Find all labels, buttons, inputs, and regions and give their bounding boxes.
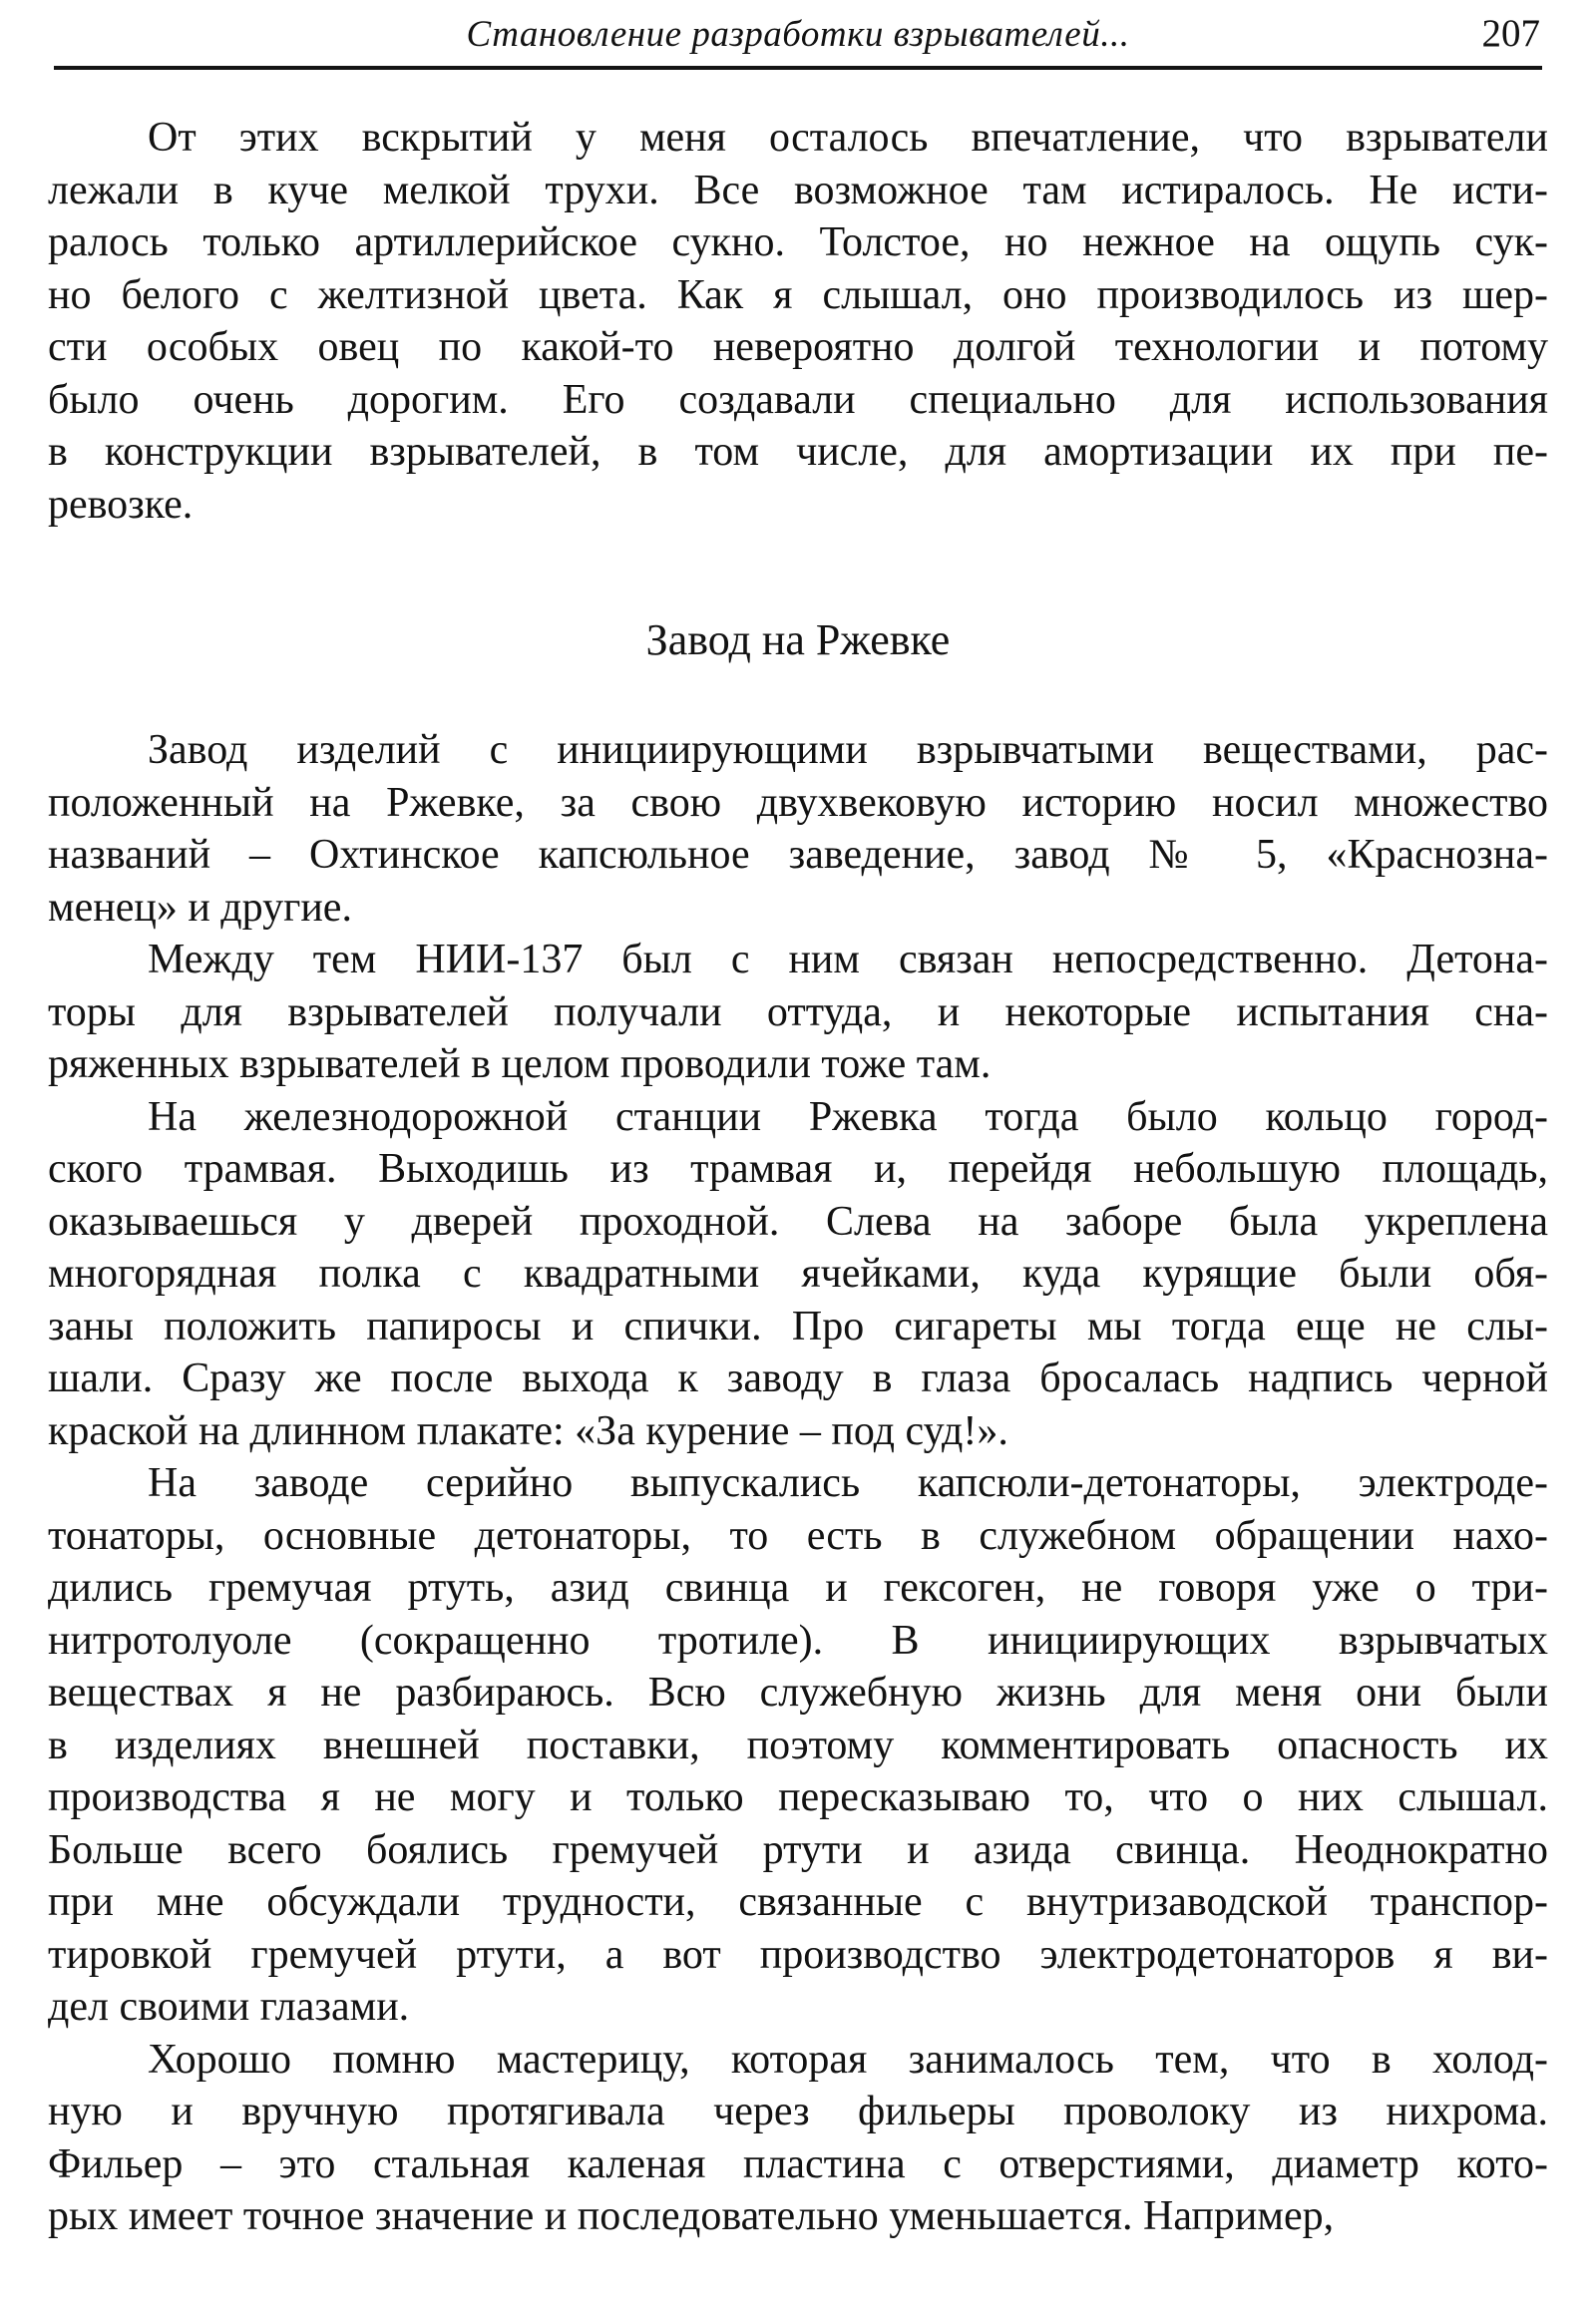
- text-line: шали. Сразу же после выхода к заводу в глаза бросалась надпись черной: [48, 1355, 1548, 1401]
- text-line: ряженных взрывателей в целом проводили тоже там.: [48, 1041, 992, 1087]
- text-line: положенный на Ржевке, за свою двухвековую историю носил множество: [48, 779, 1548, 826]
- text-line: дел своими глазами.: [48, 1984, 410, 2030]
- section-heading: Завод на Ржевке: [645, 615, 951, 664]
- text-line: ную и вручную протягивала через фильеры проволоку из нихрома.: [48, 2089, 1548, 2134]
- text-line: Хорошо помню мастерицу, которая занималось тем, что в холод-: [148, 2036, 1548, 2083]
- page-body: [48, 112, 1548, 2243]
- paragraph: [48, 2034, 1548, 2243]
- text-line: сти особых овец по какой-то невероятно долгой технологии и потому: [48, 324, 1548, 370]
- text-line: веществах я не разбираюсь. Всю служебную жизнь для меня они были: [48, 1670, 1548, 1716]
- page-number: 207: [1481, 12, 1540, 55]
- text-line: Между тем НИИ-137 был с ним связан непосредственно. Детона-: [148, 937, 1548, 982]
- text-line: но белого с желтизной цвета. Как я слышал, оно производилось из шер-: [48, 271, 1548, 318]
- text-line: в изделиях внешней поставки, поэтому комментировать опасность их: [48, 1722, 1548, 1768]
- paragraph: [48, 724, 1548, 934]
- text-line: Больше всего боялись гремучей ртути и азида свинца. Неоднократно: [48, 1826, 1548, 1873]
- text-line: рых имеет точное значение и последовательно уменьшается. Например,: [48, 2193, 1335, 2239]
- text-line: при мне обсуждали трудности, связанные с внутризаводской транспор-: [48, 1879, 1548, 1925]
- text-line: На заводе серийно выпускались капсюли-детонаторы, электроде-: [148, 1460, 1548, 1506]
- text-line: было очень дорогим. Его создавали специально для использования: [48, 376, 1548, 423]
- text-line: оказываешься у дверей проходной. Слева на заборе была укреплена: [48, 1198, 1548, 1245]
- text-line: тировкой гремучей ртути, а вот производство электродетонаторов я ви-: [48, 1931, 1548, 1978]
- text-line: краской на длинном плакате: «За курение – под суд!».: [48, 1407, 1008, 1454]
- text-line: дились гремучая ртуть, азид свинца и гексоген, не говоря уже о три-: [48, 1565, 1548, 1611]
- text-line: От этих вскрытий у меня осталось впечатление, что взрыватели: [148, 115, 1548, 161]
- text-line: производства я не могу и только пересказываю то, что о них слышал.: [48, 1774, 1548, 1820]
- text-line: ского трамвая. Выходишь из трамвая и, перейдя небольшую площадь,: [48, 1146, 1548, 1192]
- paragraph: [48, 1091, 1548, 1458]
- text-line: лежали в куче мелкой трухи. Все возможное там истиралось. Не исти-: [48, 167, 1548, 213]
- text-line: ралось только артиллерийское сукно. Толстое, но нежное на ощупь сук-: [48, 219, 1548, 265]
- text-line: торы для взрывателей получали оттуда, и некоторые испытания сна-: [48, 988, 1548, 1035]
- text-line: ревозке.: [48, 481, 194, 528]
- running-head-title: Становление разработки взрывателей...: [466, 14, 1130, 55]
- text-line: тонаторы, основные детонаторы, то есть в служебном обращении нахо-: [48, 1512, 1548, 1559]
- paragraph: [48, 934, 1548, 1091]
- text-line: нитротолуоле (сокращенно тротиле). В инициирующих взрывчатых: [48, 1617, 1548, 1664]
- header-rule: [54, 66, 1542, 70]
- text-line: в конструкции взрывателей, в том числе, для амортизации их при пе-: [48, 429, 1548, 475]
- paragraph: [48, 1457, 1548, 2034]
- text-line: менец» и другие.: [48, 884, 352, 931]
- text-line: Фильер – это стальная каленая пластина с отверстиями, диаметр кото-: [48, 2140, 1548, 2187]
- paragraph: [48, 112, 1548, 531]
- text-line: Завод изделий с инициирующими взрывчатыми веществами, рас-: [148, 727, 1548, 773]
- text-line: заны положить папиросы и спички. Про сигареты мы тогда еще не слы-: [48, 1303, 1548, 1349]
- text-line: На железнодорожной станции Ржевка тогда было кольцо город-: [148, 1093, 1548, 1140]
- running-head: [0, 12, 1596, 58]
- text-line: многорядная полка с квадратными ячейками, куда курящие были обя-: [48, 1251, 1548, 1297]
- text-line: названий – Охтинское капсюльное заведение, завод № 5, «Краснозна-: [48, 832, 1548, 878]
